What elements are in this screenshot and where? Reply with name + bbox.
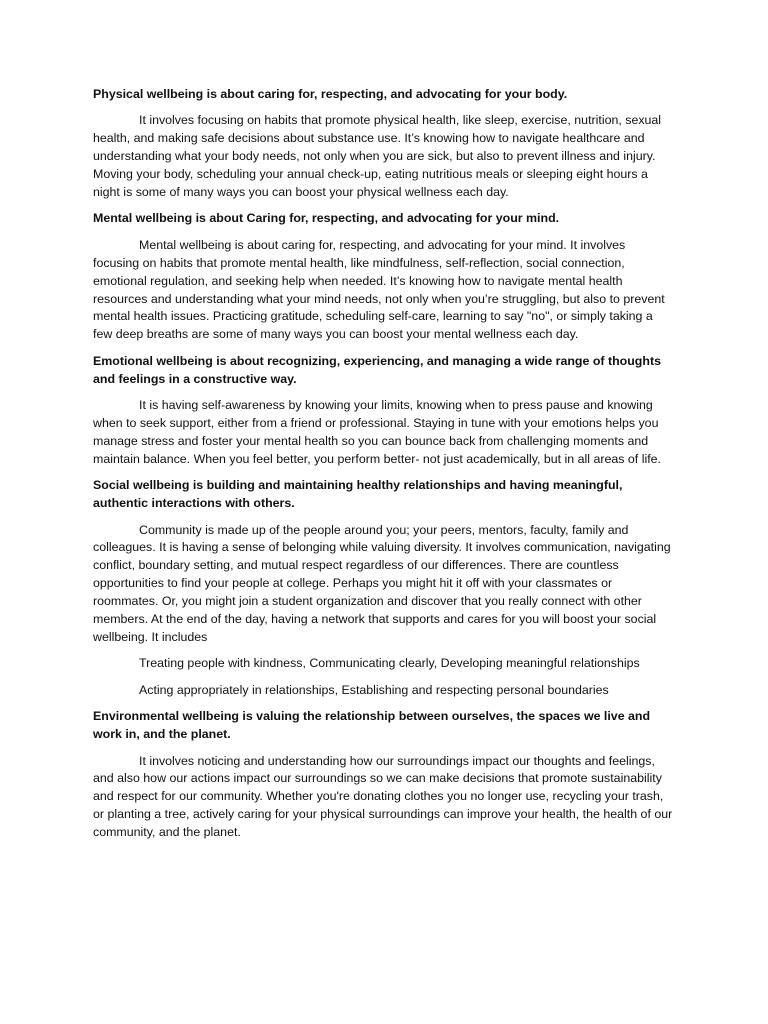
environmental-wellbeing-heading: Environmental wellbeing is valuing the relationship between ourselves, the spaces we live and work in, and the planet. (93, 709, 651, 742)
mental-wellbeing-body: Mental wellbeing is about caring for, respecting, and advocating for your mind. It involves focusing on habits that promote mental health, like mindfulness, self-reflection, social connection, emotional regulation, and seeking help when needed. It’s knowing how to navigate mental health resources and understanding what your mind needs, not only when you’re struggling, but also to prevent mental health issues. Practicing gratitude, scheduling self-care, learning to say "no", or simply taking a few deep breaths are some of many ways you can boost your mental wellness each day. (93, 237, 665, 342)
environmental-wellbeing-body: It involves noticing and understanding how our surroundings impact our thoughts and feelings, and also how our actions impact our surroundings so we can make decisions that promote sustainability and respect for our community. Whether you're donating clothes you no longer use, recycling your trash, or planting a tree, actively caring for your physical surroundings can improve your health, the health of our community, and the planet. (93, 753, 673, 840)
social-wellbeing-item: Acting appropriately in relationships, Establishing and respecting personal boundaries (139, 682, 609, 697)
mental-wellbeing-heading: Mental wellbeing is about Caring for, respecting, and advocating for your mind. (93, 211, 560, 226)
physical-wellbeing-body: It involves focusing on habits that promote physical health, like sleep, exercise, nutrition, sexual health, and making safe decisions about substance use. It’s knowing how to navigate healthcare and understanding what your body needs, not only when you are sick, but also to prevent illness and injury. Moving your body, scheduling your annual check-up, eating nutritious meals or sleeping eight hours a night is some of many ways you can boost your physical wellness each day. (93, 113, 662, 200)
physical-wellbeing-heading: Physical wellbeing is about caring for, respecting, and advocating for your body. (93, 87, 568, 101)
emotional-wellbeing-body: It is having self-awareness by knowing your limits, knowing when to press pause and knowing when to seek support, either from a friend or professional. Staying in tune with your emotions helps you manage stress and foster your mental health so you can bounce back from challenging moments and maintain balance. When you feel better, you perform better- not just academically, but in all areas of life. (93, 398, 661, 466)
social-wellbeing-heading: Social wellbeing is building and maintaining healthy relationships and having meaningful, authentic interactions with others. (93, 478, 623, 511)
document-page (93, 86, 675, 851)
social-wellbeing-item: Treating people with kindness, Communicating clearly, Developing meaningful relationships (139, 656, 640, 671)
social-wellbeing-body: Community is made up of the people around you; your peers, mentors, faculty, family and colleagues. It is having a sense of belonging while valuing diversity. It involves communication, navigating conflict, boundary setting, and mutual respect regardless of our differences. There are countless opportunities to find your people at college. Perhaps you might hit it off with your classmates or roommates. Or, you might join a student organization and discover that you really connect with other members. At the end of the day, having a network that supports and cares for you will boost your social wellbeing. It includes (93, 522, 671, 644)
emotional-wellbeing-heading: Emotional wellbeing is about recognizing, experiencing, and managing a wide range of thoughts and feelings in a constructive way. (93, 353, 661, 386)
